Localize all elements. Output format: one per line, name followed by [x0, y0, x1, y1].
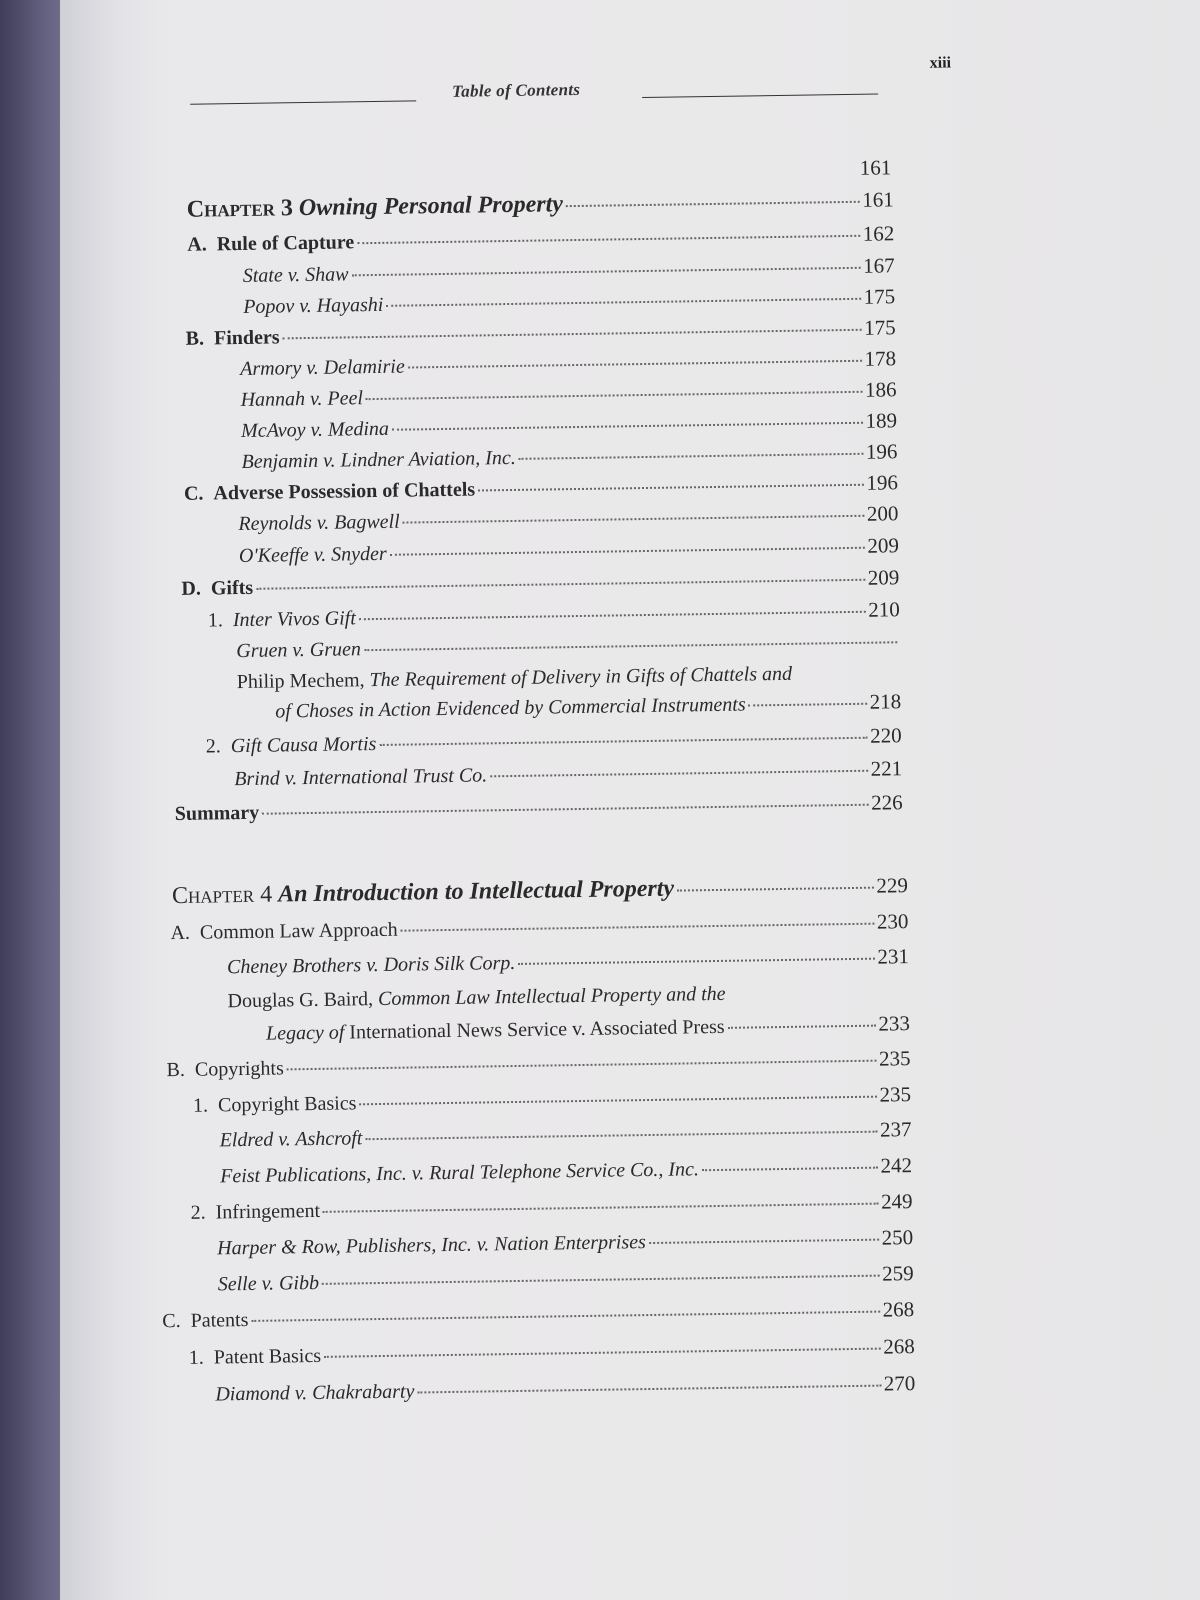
entry-title: Gift Causa Mortis: [230, 733, 377, 758]
toc-entry[interactable]: [243, 255, 895, 286]
leader-dots: [251, 1311, 879, 1322]
article-author: Philip Mechem,: [236, 669, 365, 694]
page-number: 259: [881, 1261, 914, 1286]
toc-article-entry-line1[interactable]: [237, 663, 793, 694]
page-number: 161: [862, 187, 894, 212]
entry-marker: B.: [185, 327, 205, 350]
leader-dots: [728, 1025, 876, 1029]
page-folio: xiii: [929, 54, 952, 72]
page-number: 210: [868, 597, 900, 622]
entry-title: Brind v. International Trust Co.: [234, 764, 488, 791]
running-head-title: Table of Contents: [451, 79, 581, 101]
article-title-line1: The Requirement of Delivery in Gifts of Chattels and: [369, 662, 793, 692]
page-number: 175: [863, 315, 896, 340]
leader-dots: [478, 484, 863, 492]
toc-entry[interactable]: [170, 911, 908, 943]
leader-dots: [364, 641, 897, 651]
toc-entry[interactable]: [240, 379, 896, 410]
leader-dots: [490, 770, 868, 778]
leader-dots: [352, 267, 861, 277]
toc-entry[interactable]: [215, 1373, 915, 1404]
page-number: 196: [865, 439, 898, 464]
entry-title: Gifts: [210, 576, 254, 600]
toc-chapter-3[interactable]: [187, 187, 894, 221]
chapter-title: Owning Personal Property: [298, 191, 564, 222]
toc-entry[interactable]: [238, 503, 898, 534]
leader-dots: [417, 1385, 880, 1394]
entry-title: Gruen v. Gruen: [236, 638, 362, 663]
entry-title: Harper & Row, Publishers, Inc. v. Nation Enterprises: [217, 1231, 646, 1260]
leader-dots: [386, 298, 860, 307]
entry-title: Summary: [174, 801, 260, 826]
toc-entry[interactable]: [166, 1048, 910, 1080]
toc-entry[interactable]: [187, 223, 894, 254]
leader-dots: [262, 804, 868, 815]
toc-entry[interactable]: [220, 1155, 912, 1186]
page-number: 250: [881, 1225, 914, 1250]
toc-entry[interactable]: [162, 1299, 914, 1331]
entry-marker: 1.: [188, 1346, 204, 1369]
leader-dots: [365, 1131, 877, 1141]
leader-dots: [566, 201, 859, 207]
toc-entry[interactable]: [241, 441, 897, 472]
toc-entry[interactable]: [219, 1119, 911, 1150]
entry-title: Selle v. Gibb: [217, 1271, 320, 1296]
leader-dots: [519, 453, 863, 460]
toc-article-entry-line2[interactable]: [275, 691, 901, 721]
entry-title: McAvoy v. Medina: [240, 417, 390, 442]
page-number: 178: [864, 346, 897, 371]
page-number: 200: [866, 501, 899, 526]
page-number: 167: [863, 253, 895, 278]
running-head: [190, 60, 971, 112]
leader-dots: [283, 329, 862, 340]
toc-entry[interactable]: [184, 472, 898, 504]
entry-marker: 1.: [192, 1094, 209, 1117]
entry-marker: C.: [183, 482, 204, 505]
leader-dots: [323, 1203, 878, 1213]
entry-marker: A.: [187, 233, 207, 256]
leader-dots: [390, 547, 865, 556]
leader-dots: [702, 1167, 878, 1172]
toc-top-page-number: [561, 157, 891, 183]
toc-article-entry-line1[interactable]: [227, 983, 725, 1013]
toc-summary-entry[interactable]: [175, 792, 903, 824]
toc-entry[interactable]: [191, 1191, 913, 1223]
entry-title: Rule of Capture: [216, 231, 355, 256]
page-number: 230: [876, 909, 909, 934]
toc-entry[interactable]: [236, 631, 900, 661]
toc-chapter-4[interactable]: [172, 873, 908, 908]
toc-entry[interactable]: [241, 410, 897, 441]
entry-marker: 2.: [205, 735, 221, 758]
toc-entry[interactable]: [227, 946, 909, 977]
page-number: 162: [862, 221, 895, 246]
toc-entry[interactable]: [240, 348, 896, 379]
page-number: 196: [866, 470, 899, 495]
article-title-line2: Legacy of: [265, 1021, 345, 1045]
toc-entry[interactable]: [206, 725, 902, 756]
book-page: [60, 0, 1200, 1600]
page-number: 221: [870, 756, 903, 781]
page-number: 233: [878, 1011, 911, 1036]
toc-entry[interactable]: [186, 317, 896, 349]
page-number: 270: [883, 1371, 916, 1396]
page-number: 229: [876, 873, 909, 898]
entry-title: Feist Publications, Inc. v. Rural Telephone Service Co., Inc.: [219, 1158, 700, 1188]
leader-dots: [649, 1239, 879, 1244]
page-number: 209: [867, 533, 900, 558]
page-number: 175: [863, 284, 896, 309]
toc-entry[interactable]: [218, 1263, 914, 1294]
entry-title: Copyright Basics: [217, 1092, 357, 1117]
entry-title: Infringement: [215, 1199, 321, 1224]
entry-title: O'Keeffe v. Snyder: [238, 542, 387, 568]
entry-marker: 1.: [207, 609, 224, 632]
page-number: 226: [870, 790, 903, 815]
entry-title: Adverse Possession of Chattels: [213, 478, 476, 505]
entry-title: Finders: [213, 326, 280, 350]
leader-dots: [392, 422, 863, 431]
page-number: 268: [883, 1334, 915, 1359]
entry-title: Patents: [190, 1308, 249, 1332]
entry-title: Patent Basics: [213, 1344, 322, 1369]
entry-title: Popov v. Hayashi: [243, 293, 384, 318]
page-number: 237: [879, 1117, 912, 1142]
entry-marker: A.: [170, 921, 191, 945]
leader-dots: [401, 923, 874, 932]
toc-entry[interactable]: [239, 535, 899, 566]
leader-dots: [287, 1060, 876, 1071]
leader-dots: [379, 737, 867, 746]
chapter-label: Chapter 3: [186, 195, 294, 223]
leader-dots: [357, 235, 860, 244]
toc-entry[interactable]: [193, 1084, 911, 1116]
leader-dots: [408, 360, 862, 369]
toc-article-entry-line2[interactable]: [266, 1013, 910, 1044]
chapter-title: An Introduction to Intellectual Property: [277, 875, 675, 908]
page-number: 268: [882, 1297, 915, 1322]
entry-marker: C.: [162, 1309, 181, 1333]
leader-dots: [324, 1348, 880, 1358]
entry-marker: 2.: [190, 1201, 206, 1224]
article-author: Douglas G. Baird,: [227, 988, 374, 1013]
page-number: 220: [869, 723, 902, 748]
toc-entry[interactable]: [181, 567, 899, 599]
leader-dots: [256, 579, 865, 590]
page-number: 231: [877, 944, 910, 969]
toc-entry[interactable]: [234, 758, 902, 789]
toc-entry[interactable]: [217, 1227, 913, 1258]
page-number: 249: [880, 1189, 913, 1214]
leader-dots: [749, 703, 867, 707]
leader-dots: [359, 1096, 876, 1106]
leader-dots: [359, 611, 866, 621]
page-number: 189: [865, 408, 898, 433]
entry-title: Armory v. Delamirie: [239, 355, 405, 380]
page-number: 218: [869, 689, 902, 714]
entry-title: Eldred v. Ashcroft: [219, 1127, 363, 1152]
leader-dots: [518, 958, 874, 965]
entry-title: State v. Shaw: [242, 263, 349, 287]
entry-marker: B.: [166, 1058, 186, 1082]
page-number: 209: [867, 565, 900, 590]
leader-dots: [677, 887, 873, 892]
entry-title: Hannah v. Peel: [240, 387, 364, 411]
leader-dots: [322, 1275, 879, 1285]
entry-title: Reynolds v. Bagwell: [238, 510, 400, 536]
running-head-rule-right: [642, 94, 878, 99]
chapter-label: Chapter 4: [171, 881, 273, 910]
entry-title: Cheney Brothers v. Doris Silk Corp.: [226, 951, 516, 979]
entry-title: Copyrights: [194, 1057, 284, 1081]
page-number: 186: [864, 377, 897, 402]
page-content: [60, 0, 1200, 1600]
article-title-line1: Common Law Intellectual Property and the: [377, 982, 726, 1011]
toc-entry[interactable]: [243, 286, 895, 317]
running-head-rule-left: [190, 100, 416, 104]
article-case-name: International News Service v. Associated Press: [349, 1015, 725, 1044]
page-number: 235: [878, 1046, 911, 1071]
entry-title: Benjamin v. Lindner Aviation, Inc.: [241, 446, 516, 473]
page-number: 242: [880, 1153, 913, 1178]
article-title-line2: of Choses in Action Evidenced by Commercial Instruments: [275, 693, 746, 723]
toc-entry[interactable]: [189, 1336, 915, 1368]
page-number: 161: [859, 155, 892, 180]
toc-entry[interactable]: [208, 599, 900, 630]
entry-title: Diamond v. Chakrabarty: [215, 1380, 415, 1406]
page-number: 235: [879, 1082, 912, 1107]
leader-dots: [366, 391, 862, 400]
entry-title: Inter Vivos Gift: [232, 607, 356, 632]
leader-dots: [403, 515, 864, 524]
entry-title: Common Law Approach: [199, 918, 398, 944]
entry-marker: D.: [181, 577, 202, 600]
